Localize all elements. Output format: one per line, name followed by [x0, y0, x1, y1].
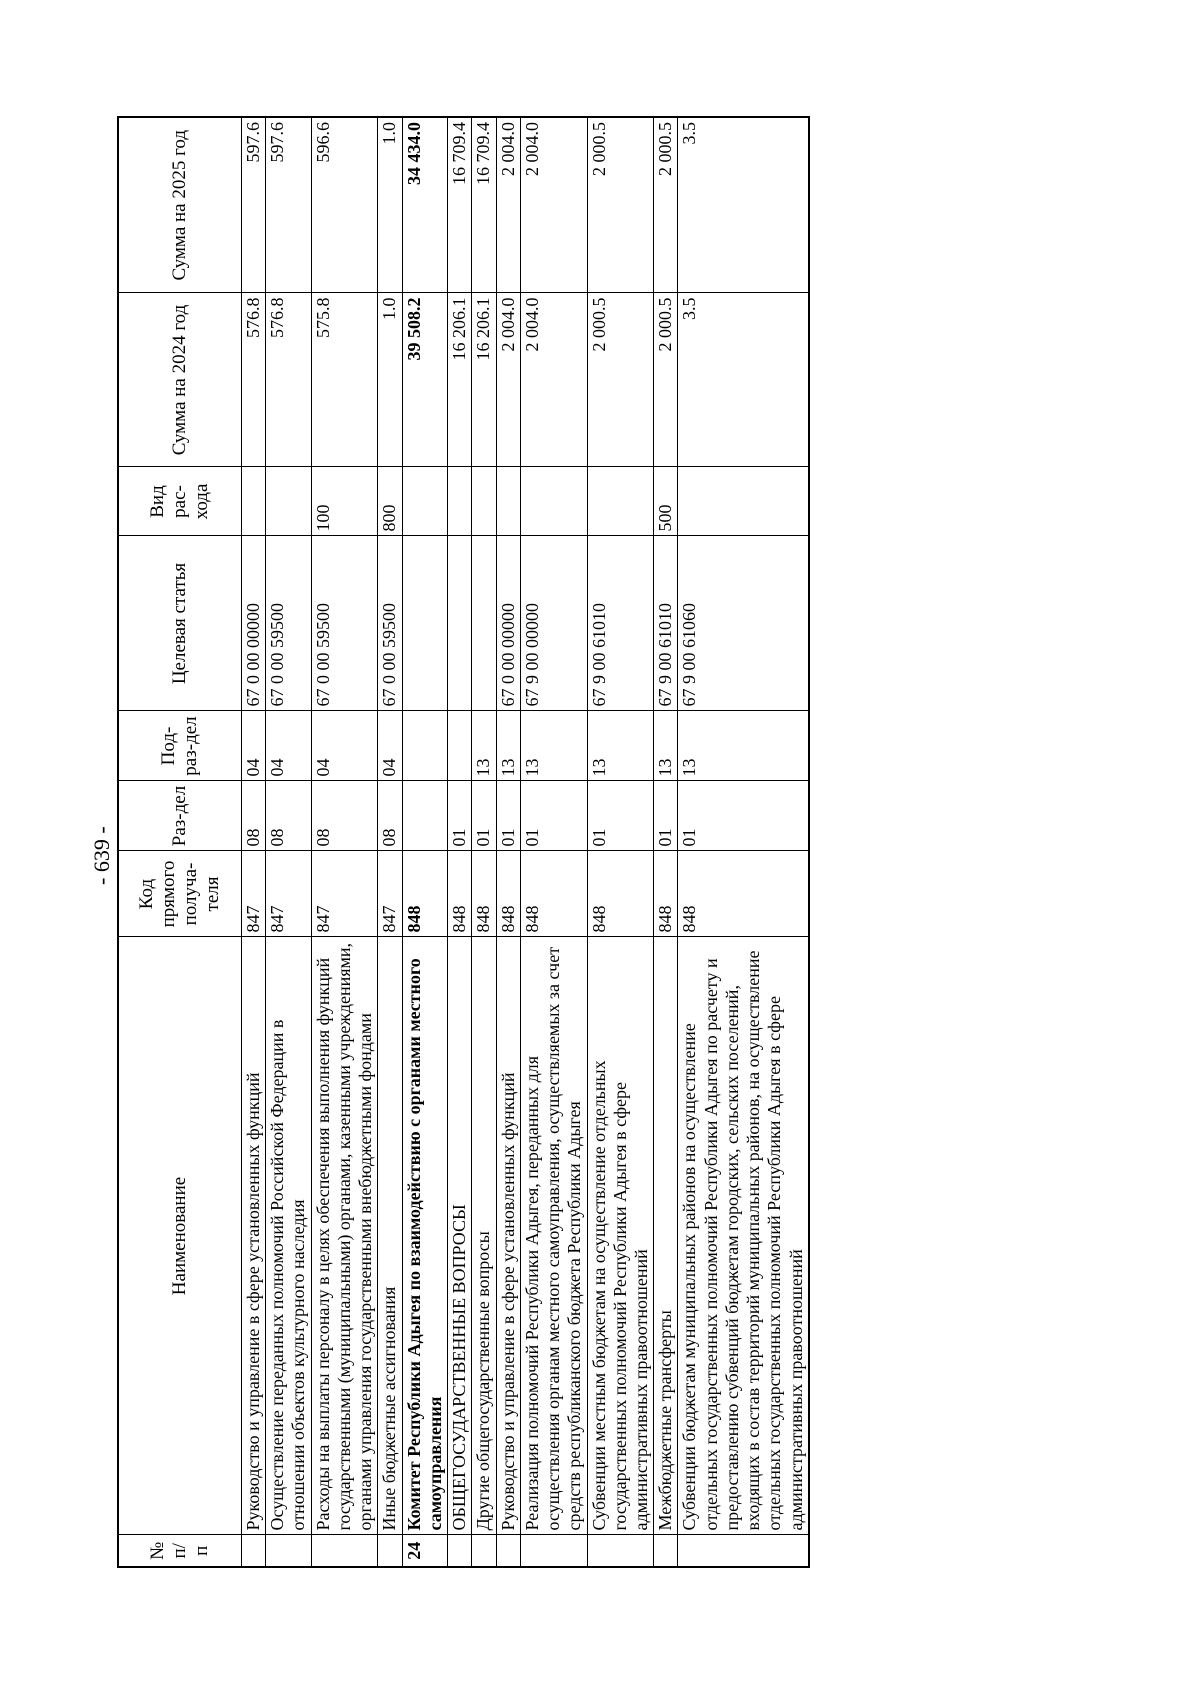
table-row [496, 117, 520, 1567]
cell-recipient: 847 [266, 851, 311, 937]
cell-recipient: 848 [520, 851, 587, 937]
cell-section: 01 [448, 781, 472, 851]
cell-subsection: 04 [266, 711, 311, 781]
cell-subsection: 13 [520, 711, 587, 781]
cell-target: 67 9 00 61010 [587, 536, 654, 711]
cell-kind: 100 [311, 467, 378, 536]
cell-num [448, 1535, 472, 1567]
table-row [520, 117, 587, 1567]
table-header-row [118, 117, 242, 1567]
cell-section: 08 [378, 781, 402, 851]
cell-sum-2025: 2 000.5 [654, 117, 678, 293]
cell-sum-2025: 34 434.0 [402, 117, 447, 293]
header-target: Целевая статья [118, 536, 242, 711]
table-row [472, 117, 496, 1567]
cell-num [378, 1535, 402, 1567]
cell-recipient: 848 [472, 851, 496, 937]
cell-recipient: 848 [678, 851, 809, 937]
cell-target: 67 9 00 61060 [678, 536, 809, 711]
cell-subsection: 13 [587, 711, 654, 781]
header-subsection: Под-раз-дел [118, 711, 242, 781]
cell-sum-2024: 16 206.1 [448, 293, 472, 467]
cell-sum-2024: 2 000.5 [654, 293, 678, 467]
cell-kind [678, 467, 809, 536]
table-row [266, 117, 311, 1567]
cell-sum-2025: 596.6 [311, 117, 378, 293]
cell-section: 01 [496, 781, 520, 851]
cell-sum-2025: 16 709.4 [472, 117, 496, 293]
cell-num [242, 1535, 266, 1567]
cell-section: 08 [311, 781, 378, 851]
header-recipient: Код прямого получа-теля [118, 851, 242, 937]
cell-name: Реализация полномочий Республики Адыгея, переданных для осуществления органам местного самоуправления, осуществляемых за счет средств республиканского бюджета Республики Адыгея [520, 937, 587, 1535]
cell-subsection [448, 711, 472, 781]
header-sum-2024: Сумма на 2024 год [118, 293, 242, 467]
cell-kind [587, 467, 654, 536]
cell-kind [242, 467, 266, 536]
table-row [587, 117, 654, 1567]
cell-target: 67 0 00 59500 [378, 536, 402, 711]
cell-target [472, 536, 496, 711]
cell-section: 08 [242, 781, 266, 851]
header-kind: Вид рас-хода [118, 467, 242, 536]
cell-sum-2024: 576.8 [242, 293, 266, 467]
cell-recipient: 847 [311, 851, 378, 937]
cell-num [654, 1535, 678, 1567]
cell-recipient: 848 [402, 851, 447, 937]
cell-target: 67 0 00 00000 [496, 536, 520, 711]
cell-subsection: 13 [678, 711, 809, 781]
cell-section: 08 [266, 781, 311, 851]
cell-name: Субвенции бюджетам муниципальных районов на осуществление отдельных государственных полномочий Республики Адыгея по расчету и предоставлению субвенций бюджетам городских, сельских поселений, входящих в состав территорий муниципальных районов, на осуществление отдельных государственных полномочий Республики Адыгея в сфере административных правоотношений [678, 937, 809, 1535]
cell-recipient: 848 [496, 851, 520, 937]
cell-name: Иные бюджетные ассигнования [378, 937, 402, 1535]
cell-target: 67 0 00 00000 [242, 536, 266, 711]
cell-recipient: 848 [587, 851, 654, 937]
cell-section: 01 [587, 781, 654, 851]
cell-num [678, 1535, 809, 1567]
cell-sum-2025: 16 709.4 [448, 117, 472, 293]
table-row [654, 117, 678, 1567]
cell-sum-2025: 2 004.0 [520, 117, 587, 293]
cell-sum-2025: 597.6 [266, 117, 311, 293]
table-row [378, 117, 402, 1567]
cell-sum-2024: 2 004.0 [520, 293, 587, 467]
cell-kind: 800 [378, 467, 402, 536]
cell-name: Комитет Республики Адыгея по взаимодействию с органами местного самоуправления [402, 937, 447, 1535]
cell-sum-2025: 1.0 [378, 117, 402, 293]
header-sum-2025: Сумма на 2025 год [118, 117, 242, 293]
cell-subsection: 13 [654, 711, 678, 781]
table-row [242, 117, 266, 1567]
table-row [311, 117, 378, 1567]
cell-recipient: 848 [654, 851, 678, 937]
cell-name: Руководство и управление в сфере установленных функций [496, 937, 520, 1535]
rotated-page-content [117, 118, 1065, 1568]
cell-subsection: 13 [496, 711, 520, 781]
cell-name: Другие общегосударственные вопросы [472, 937, 496, 1535]
cell-subsection: 13 [472, 711, 496, 781]
cell-sum-2024: 576.8 [266, 293, 311, 467]
cell-recipient: 847 [242, 851, 266, 937]
cell-kind [496, 467, 520, 536]
cell-kind [520, 467, 587, 536]
cell-target: 67 9 00 61010 [654, 536, 678, 711]
cell-name: ОБЩЕГОСУДАРСТВЕННЫЕ ВОПРОСЫ [448, 937, 472, 1535]
cell-name: Руководство и управление в сфере установленных функций [242, 937, 266, 1535]
cell-kind [448, 467, 472, 536]
cell-sum-2024: 16 206.1 [472, 293, 496, 467]
cell-num: 24 [402, 1535, 447, 1567]
cell-section: 01 [520, 781, 587, 851]
cell-subsection: 04 [311, 711, 378, 781]
cell-kind [266, 467, 311, 536]
cell-section: 01 [654, 781, 678, 851]
cell-name: Межбюджетные трансферты [654, 937, 678, 1535]
cell-section: 01 [472, 781, 496, 851]
budget-table [117, 116, 810, 1568]
cell-name: Расходы на выплаты персоналу в целях обеспечения выполнения функций государственными (муниципальными) органами, казенными учреждениями, органами управления государственными внебюджетными фондами [311, 937, 378, 1535]
cell-target: 67 0 00 59500 [266, 536, 311, 711]
cell-sum-2024: 575.8 [311, 293, 378, 467]
cell-name: Субвенции местным бюджетам на осуществление отдельных государственных полномочий Республики Адыгея в сфере административных правоотношений [587, 937, 654, 1535]
cell-kind [402, 467, 447, 536]
cell-num [520, 1535, 587, 1567]
cell-sum-2025: 2 004.0 [496, 117, 520, 293]
cell-num [496, 1535, 520, 1567]
cell-sum-2024: 39 508.2 [402, 293, 447, 467]
cell-sum-2025: 2 000.5 [587, 117, 654, 293]
page-number: - 639 - [89, 826, 114, 885]
header-section: Раз-дел [118, 781, 242, 851]
cell-num [266, 1535, 311, 1567]
cell-subsection: 04 [378, 711, 402, 781]
cell-num [311, 1535, 378, 1567]
cell-sum-2024: 2 004.0 [496, 293, 520, 467]
header-name: Наименование [118, 937, 242, 1535]
cell-sum-2024: 2 000.5 [587, 293, 654, 467]
cell-name: Осуществление переданных полномочий Российской Федерации в отношении объектов культурного наследия [266, 937, 311, 1535]
cell-target [448, 536, 472, 711]
cell-recipient: 848 [448, 851, 472, 937]
cell-target [402, 536, 447, 711]
cell-num [472, 1535, 496, 1567]
cell-sum-2024: 3.5 [678, 293, 809, 467]
cell-subsection [402, 711, 447, 781]
cell-kind [472, 467, 496, 536]
cell-target: 67 0 00 59500 [311, 536, 378, 711]
table-row [448, 117, 472, 1567]
cell-kind: 500 [654, 467, 678, 536]
cell-sum-2025: 597.6 [242, 117, 266, 293]
cell-num [587, 1535, 654, 1567]
table-row [678, 117, 809, 1567]
cell-section [402, 781, 447, 851]
cell-sum-2025: 3.5 [678, 117, 809, 293]
cell-section: 01 [678, 781, 809, 851]
header-num: № п/п [118, 1535, 242, 1567]
cell-subsection: 04 [242, 711, 266, 781]
cell-sum-2024: 1.0 [378, 293, 402, 467]
cell-target: 67 9 00 00000 [520, 536, 587, 711]
cell-recipient: 847 [378, 851, 402, 937]
table-row-committee [402, 117, 447, 1567]
